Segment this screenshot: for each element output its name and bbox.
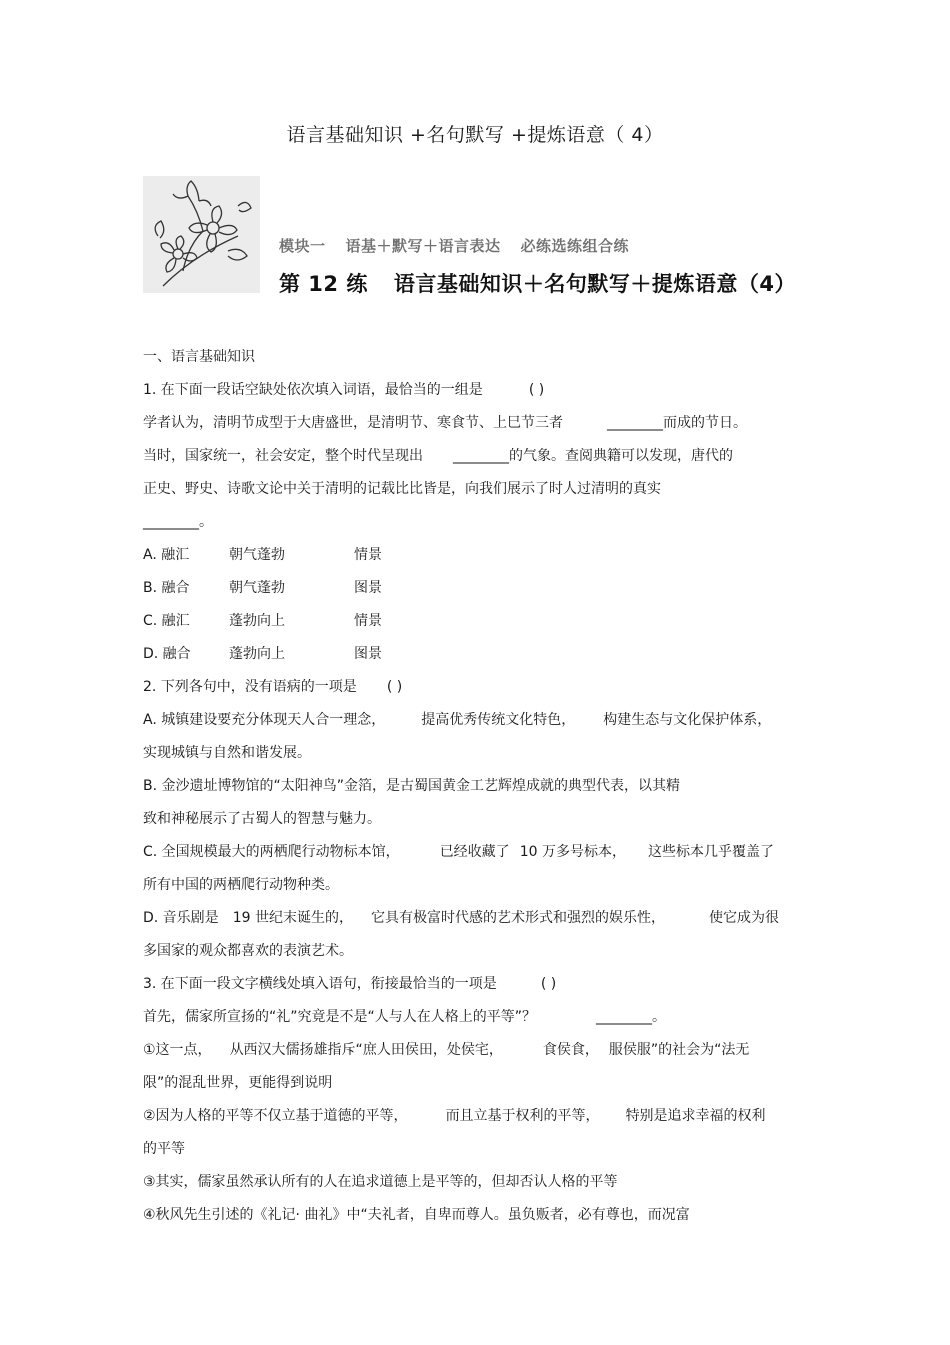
q1-text: 学者认为，清明节成型于大唐盛世，是清明节、寒食节、上巳节三者 bbox=[143, 415, 563, 431]
option-word: 图景 bbox=[354, 580, 382, 596]
q1-option-d bbox=[143, 642, 813, 675]
q1-paren: ( ) bbox=[528, 382, 545, 398]
option-word: 图景 bbox=[354, 646, 382, 662]
q3-text: 而且立基于权利的平等， bbox=[445, 1108, 600, 1124]
lesson-heading bbox=[279, 268, 796, 298]
q2-option-a-line-1 bbox=[143, 708, 813, 741]
q1-passage-line-1 bbox=[143, 411, 813, 444]
page-title: 语言基础知识 +名句默写 +提炼语意（ 4） bbox=[286, 124, 664, 146]
q3-item-1-line-1 bbox=[143, 1038, 813, 1071]
option-word: 朝气蓬勃 bbox=[229, 580, 285, 596]
option-word: 朝气蓬勃 bbox=[229, 547, 285, 563]
option-label: D. 融合 bbox=[143, 646, 191, 662]
q1-passage-line-3: 正史、野史、诗歌文论中关于清明的记载比比皆是，向我们展示了时人过清明的真实 bbox=[143, 481, 661, 497]
q2-option-c-line-1 bbox=[143, 840, 813, 873]
q1-blank-3: ________ bbox=[143, 514, 199, 530]
q2-stem-text: 2. 下列各句中，没有语病的一项是 bbox=[143, 679, 357, 695]
option-label: B. 融合 bbox=[143, 580, 190, 596]
q3-item-2-line-1 bbox=[143, 1104, 813, 1137]
q1-option-a bbox=[143, 543, 813, 576]
module-subject: 语基＋默写＋语言表达 bbox=[345, 237, 501, 255]
option-word: 蓬勃向上 bbox=[229, 646, 285, 662]
q3-item-1-line-2: 限”的混乱世界，更能得到说明 bbox=[143, 1075, 333, 1091]
q2-option-b-line-2: 致和神秘展示了古蜀人的智慧与魅力。 bbox=[143, 811, 381, 827]
q1-stem-text: 1. 在下面一段话空缺处依次填入词语，最恰当的一组是 bbox=[143, 382, 483, 398]
q2-text: 构建生态与文化保护体系， bbox=[603, 712, 772, 728]
q2-stem bbox=[143, 675, 813, 708]
q2-option-d-line-2: 多国家的观众都喜欢的表演艺术。 bbox=[143, 943, 353, 959]
q1-text: 而成的节日。 bbox=[663, 415, 747, 431]
module-name: 模块一 bbox=[279, 237, 326, 255]
option-word: 情景 bbox=[354, 547, 382, 563]
option-label: A. 融汇 bbox=[143, 547, 190, 563]
q3-text: 服侯服”的社会为“法无 bbox=[608, 1042, 750, 1058]
question-content bbox=[143, 345, 813, 1236]
module-type: 必练选练组合练 bbox=[520, 237, 630, 255]
q2-option-c-line-2: 所有中国的两栖爬行动物种类。 bbox=[143, 877, 339, 893]
q3-item-2-line-2: 的平等 bbox=[143, 1141, 185, 1157]
section-heading: 一、语言基础知识 bbox=[143, 349, 255, 365]
q1-text: 。 bbox=[199, 514, 213, 530]
q3-item-4: ④秋风先生引述的《礼记· 曲礼》中“夫礼者，自卑而尊人。虽负贩者，必有尊也，而况富 bbox=[143, 1207, 690, 1223]
q3-text: 特别是追求幸福的权利 bbox=[625, 1108, 766, 1124]
q3-text: 食侯食， bbox=[542, 1042, 599, 1058]
q3-text: ②因为人格的平等不仅立基于道德的平等， bbox=[143, 1108, 408, 1124]
q2-text: D. 音乐剧是 bbox=[143, 910, 219, 926]
q3-stem-text: 3. 在下面一段文字横线处填入语句，衔接最恰当的一项是 bbox=[143, 976, 497, 992]
lesson-title: 语言基础知识＋名句默写＋提炼语意（4） bbox=[393, 272, 796, 296]
q2-text: 已经收藏了 bbox=[439, 844, 510, 860]
option-word: 蓬勃向上 bbox=[229, 613, 285, 629]
q1-passage-line-4 bbox=[143, 510, 813, 543]
q3-item-3: ③其实，儒家虽然承认所有的人在追求道德上是平等的，但却否认人格的平等 bbox=[143, 1174, 618, 1190]
q2-option-a-line-2: 实现城镇与自然和谐发展。 bbox=[143, 745, 311, 761]
q3-paren: ( ) bbox=[540, 976, 557, 992]
q2-text: 它具有极富时代感的艺术形式和强烈的娱乐性， bbox=[370, 910, 665, 926]
option-word: 情景 bbox=[354, 613, 382, 629]
q3-text: ①这一点， bbox=[143, 1042, 212, 1058]
flower-icon bbox=[143, 176, 260, 293]
q2-paren: ( ) bbox=[386, 679, 403, 695]
module-label bbox=[279, 235, 649, 256]
q2-option-b-line-1: B. 金沙遗址博物馆的“太阳神鸟”金箔，是古蜀国黄金工艺辉煌成就的典型代表，以其精 bbox=[143, 778, 681, 794]
q2-text: A. 城镇建设要充分体现天人合一理念， bbox=[143, 712, 386, 728]
q3-text: 首先，儒家所宣扬的“礼”究竟是不是“人与人在人格上的平等”？ bbox=[143, 1009, 537, 1025]
q1-option-b bbox=[143, 576, 813, 609]
option-label: C. 融汇 bbox=[143, 613, 190, 629]
q1-text: 当时，国家统一，社会安定，整个时代呈现出 bbox=[143, 448, 423, 464]
lesson-number: 第 12 练 bbox=[279, 272, 368, 296]
q2-text: 这些标本几乎覆盖了 bbox=[647, 844, 774, 860]
q2-option-d-line-1 bbox=[143, 906, 813, 939]
q2-text: 提高优秀传统文化特色， bbox=[421, 712, 576, 728]
q1-option-c bbox=[143, 609, 813, 642]
q2-text: 10 万多号标本， bbox=[519, 844, 626, 860]
q1-passage-line-2 bbox=[143, 444, 813, 477]
q3-blank: ________。 bbox=[596, 1009, 667, 1025]
q3-passage bbox=[143, 1005, 813, 1038]
q1-blank-1: ________ bbox=[607, 415, 663, 431]
q2-text: 使它成为很 bbox=[708, 910, 779, 926]
q2-text: C. 全国规模最大的两栖爬行动物标本馆， bbox=[143, 844, 400, 860]
flower-illustration bbox=[143, 176, 260, 293]
q1-blank-2: ________ bbox=[453, 448, 509, 464]
q1-text: 的气象。查阅典籍可以发现，唐代的 bbox=[509, 448, 733, 464]
q3-text: 从西汉大儒扬雄指斥“庶人田侯田，处侯宅， bbox=[229, 1042, 503, 1058]
q3-stem bbox=[143, 972, 813, 1005]
q1-stem bbox=[143, 378, 813, 411]
q2-text: 19 世纪末诞生的， bbox=[232, 910, 353, 926]
